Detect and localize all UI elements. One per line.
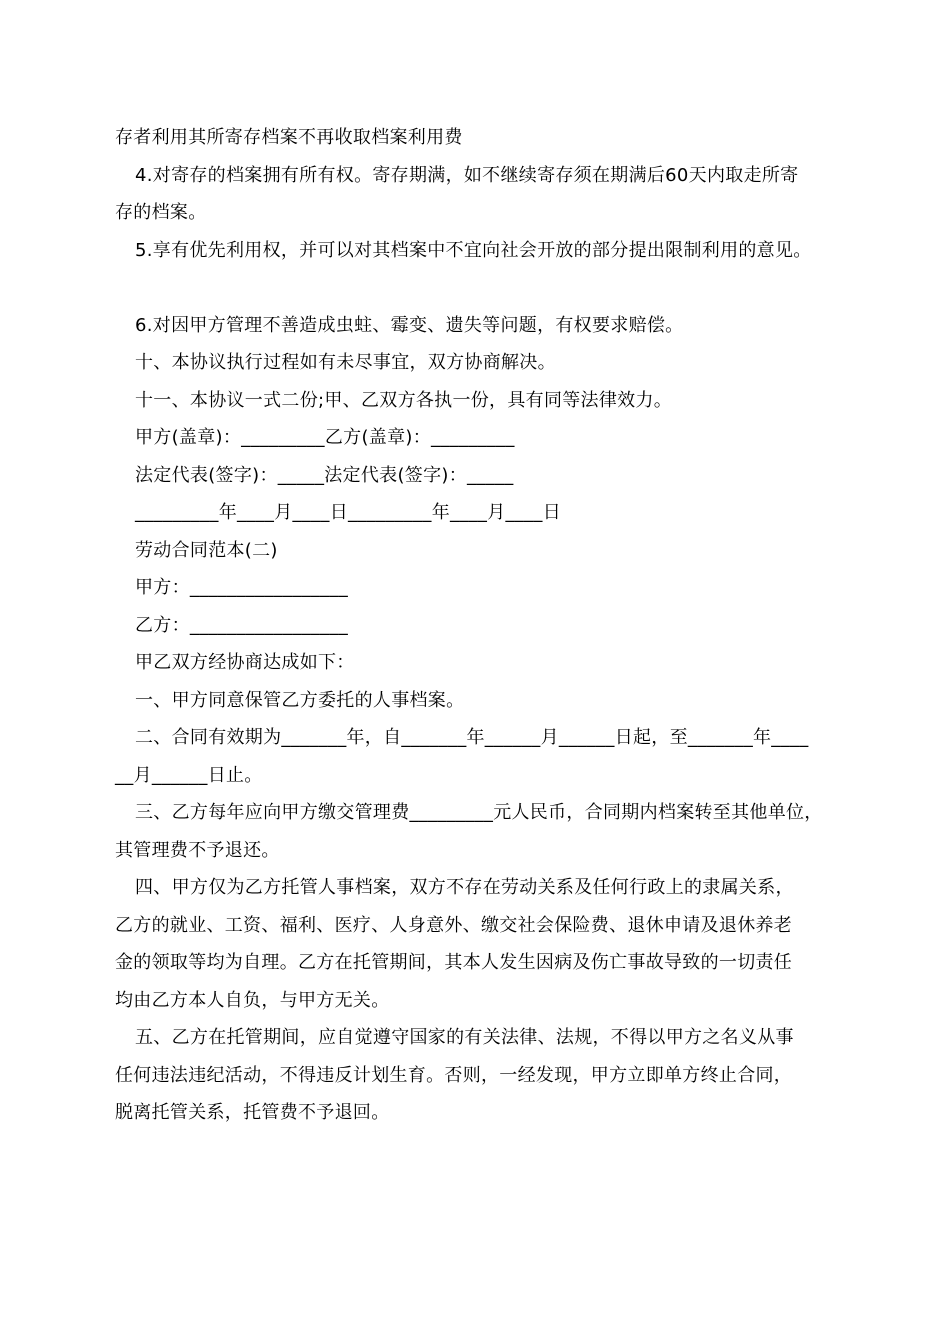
text-line: 一、甲方同意保管乙方委托的人事档案。 (135, 690, 465, 711)
text-line: 存者利用其所寄存档案不再收取档案利用费 (115, 127, 463, 148)
signature-line-seal: 甲方(盖章)：_________乙方(盖章)：_________ (135, 427, 515, 448)
text-line: __月______日止。 (115, 765, 263, 786)
text-line: 任何违法违纪活动，不得违反计划生育。否则，一经发现，甲方立即单方终止合同， (115, 1065, 793, 1086)
text-line: 十、本协议执行过程如有未尽事宜，双方协商解决。 (135, 352, 556, 373)
party-b-line: 乙方：_________________ (135, 615, 348, 636)
signature-line-date: _________年____月____日_________年____月____日 (135, 502, 561, 523)
section-title: 劳动合同范本(二) (135, 540, 278, 561)
text-line: 存的档案。 (115, 202, 207, 223)
text-line: 乙方的就业、工资、福利、医疗、人身意外、缴交社会保险费、退休申请及退休养老 (115, 915, 793, 936)
text-line: 三、乙方每年应向甲方缴交管理费_________元人民币，合同期内档案转至其他单位， (135, 802, 823, 823)
text-line: 甲乙双方经协商达成如下： (135, 652, 355, 673)
text-line: 5.享有优先利用权，并可以对其档案中不宜向社会开放的部分提出限制利用的意见。 (135, 240, 812, 261)
text-line: 十一、本协议一式二份;甲、乙双方各执一份，具有同等法律效力。 (135, 390, 673, 411)
text-line: 五、乙方在托管期间，应自觉遵守国家的有关法律、法规，不得以甲方之名义从事 (135, 1027, 794, 1048)
text-line: 均由乙方本人自负，与甲方无关。 (115, 990, 390, 1011)
text-line: 二、合同有效期为_______年，自_______年______月______日起，至_______年____ (135, 727, 809, 748)
text-line: 6.对因甲方管理不善造成虫蛀、霉变、遗失等问题，有权要求赔偿。 (135, 315, 684, 336)
text-line: 脱离托管关系，托管费不予退回。 (115, 1102, 390, 1123)
text-line: 四、甲方仅为乙方托管人事档案，双方不存在劳动关系及任何行政上的隶属关系， (135, 877, 794, 898)
text-line: 金的领取等均为自理。乙方在托管期间，其本人发生因病及伤亡事故导致的一切责任 (115, 952, 793, 973)
text-line: 4.对寄存的档案拥有所有权。寄存期满，如不继续寄存须在期满后60天内取走所寄 (135, 165, 799, 186)
signature-line-representative: 法定代表(签字)：_____法定代表(签字)：_____ (135, 465, 514, 486)
text-line: 其管理费不予退还。 (115, 840, 280, 861)
party-a-line: 甲方：_________________ (135, 577, 348, 598)
